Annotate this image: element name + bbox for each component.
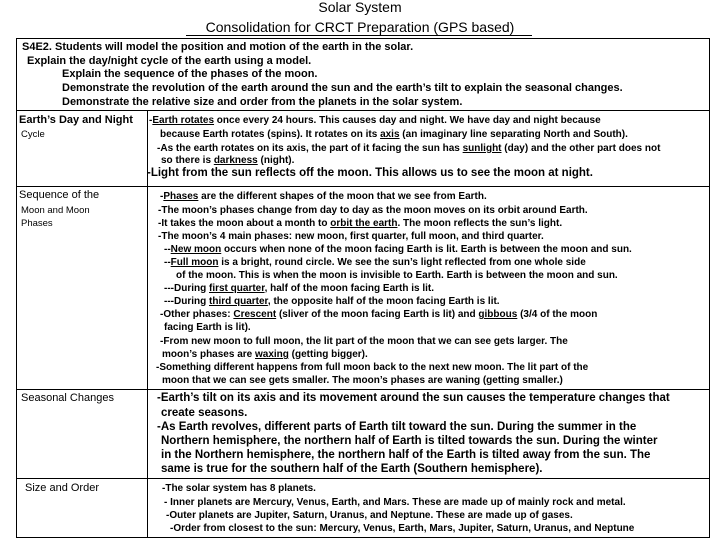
page-subtitle: Consolidation for CRCT Preparation (GPS based) [205,19,515,35]
seasons-line: in the Northern hemisphere, the northern half of the Earth is tilted away from the sun. The [161,449,651,461]
row-divider [16,389,710,390]
seasons-line: same is true for the southern half of the Earth (Southern hemisphere). [161,463,543,475]
row-label-moon: Sequence of the [19,189,100,201]
moon-line: -Other phases: Crescent (sliver of the moon facing Earth is lit) and gibbous (3/4 of the moon [160,309,598,320]
seasons-line: Northern hemisphere, the northern half of Earth is tilted towards the sun. During the winter [161,435,658,447]
moon-line: -Phases are the different shapes of the moon that we see from Earth. [160,191,487,202]
moon-line: -From new moon to full moon, the lit part of the moon that we can see gets larger. The [160,336,568,347]
moon-line: --Full moon is a bright, round circle. We see the sun’s light reflected from one whole side [164,257,586,268]
row-label-seasons: Seasonal Changes [21,392,114,404]
seasons-line: -Earth’s tilt on its axis and its movement around the sun causes the temperature changes that [157,392,670,404]
moon-line: -It takes the moon about a month to orbit the earth. The moon reflects the sun’s light. [158,218,563,229]
standard-line: S4E2. Students will model the position and motion of the earth in the solar. [22,41,414,53]
size-order-line: -The solar system has 8 planets. [162,483,316,494]
row-label-size-order: Size and Order [25,482,99,494]
day-night-line: so there is darkness (night). [161,155,295,166]
day-night-line: because Earth rotates (spins). It rotates on its axis (an imaginary line separating North and South). [160,129,628,140]
moon-line: -Something different happens from full moon back to the next new moon. The lit part of the [156,362,589,373]
row-label-moon-2: Moon and Moon [21,205,90,216]
day-night-line: -As the earth rotates on its axis, the part of it facing the sun has sunlight (day) and the other part does not [157,143,661,154]
seasons-line: create seasons. [161,407,248,419]
moon-line: -The moon’s phases change from day to day as the moon moves on its orbit around Earth. [158,205,588,216]
moon-line: ---During first quarter, half of the moon facing Earth is lit. [164,283,435,294]
moon-line: of the moon. This is when the moon is invisible to Earth. Earth is between the moon and sun. [176,270,618,281]
standard-line: Explain the sequence of the phases of the moon. [62,68,318,80]
row-label-moon-3: Phases [21,218,53,229]
moon-line: moon that we can see gets smaller. The moon’s phases are waning (getting smaller.) [162,375,563,386]
size-order-line: -Order from closest to the sun: Mercury, Venus, Earth, Mars, Jupiter, Saturn, Uranus, and Neptune [170,523,635,534]
row-divider [16,186,710,187]
row-label-day-night-2: Cycle [21,129,45,140]
size-order-line: - Inner planets are Mercury, Venus, Earth, and Mars. These are made up of mainly rock and metal. [164,497,626,508]
seasons-line: -As Earth revolves, different parts of Earth tilt toward the sun. During the summer in the [157,421,637,433]
standard-line: Demonstrate the relative size and order from the planets in the solar system. [62,96,463,108]
page-title: Solar System [318,0,402,15]
standard-line: Demonstrate the revolution of the earth around the sun and the earth’s tilt to explain the seasonal changes. [62,82,623,94]
size-order-line: -Outer planets are Jupiter, Saturn, Uranus, and Neptune. These are made up of gases. [166,510,573,521]
moon-line: moon’s phases are waxing (getting bigger). [162,349,368,360]
moon-line: --New moon occurs when none of the moon facing Earth is lit. Earth is between the moon and sun. [164,244,632,255]
row-label-day-night: Earth’s Day and Night [19,114,133,126]
row-divider [16,110,710,111]
moon-line: facing Earth is lit). [164,322,251,333]
moon-line: -The moon’s 4 main phases: new moon, first quarter, full moon, and third quarter. [158,231,544,242]
standard-line: Explain the day/night cycle of the earth using a model. [27,55,312,67]
row-divider [16,478,710,479]
day-night-line: -Earth rotates once every 24 hours. This causes day and night. We have day and night because [149,115,601,126]
day-night-line: -Light from the sun reflects off the moon. This allows us to see the moon at night. [147,167,593,179]
moon-line: ---During third quarter, the opposite half of the moon facing Earth is lit. [164,296,500,307]
subtitle-underline [186,35,532,36]
